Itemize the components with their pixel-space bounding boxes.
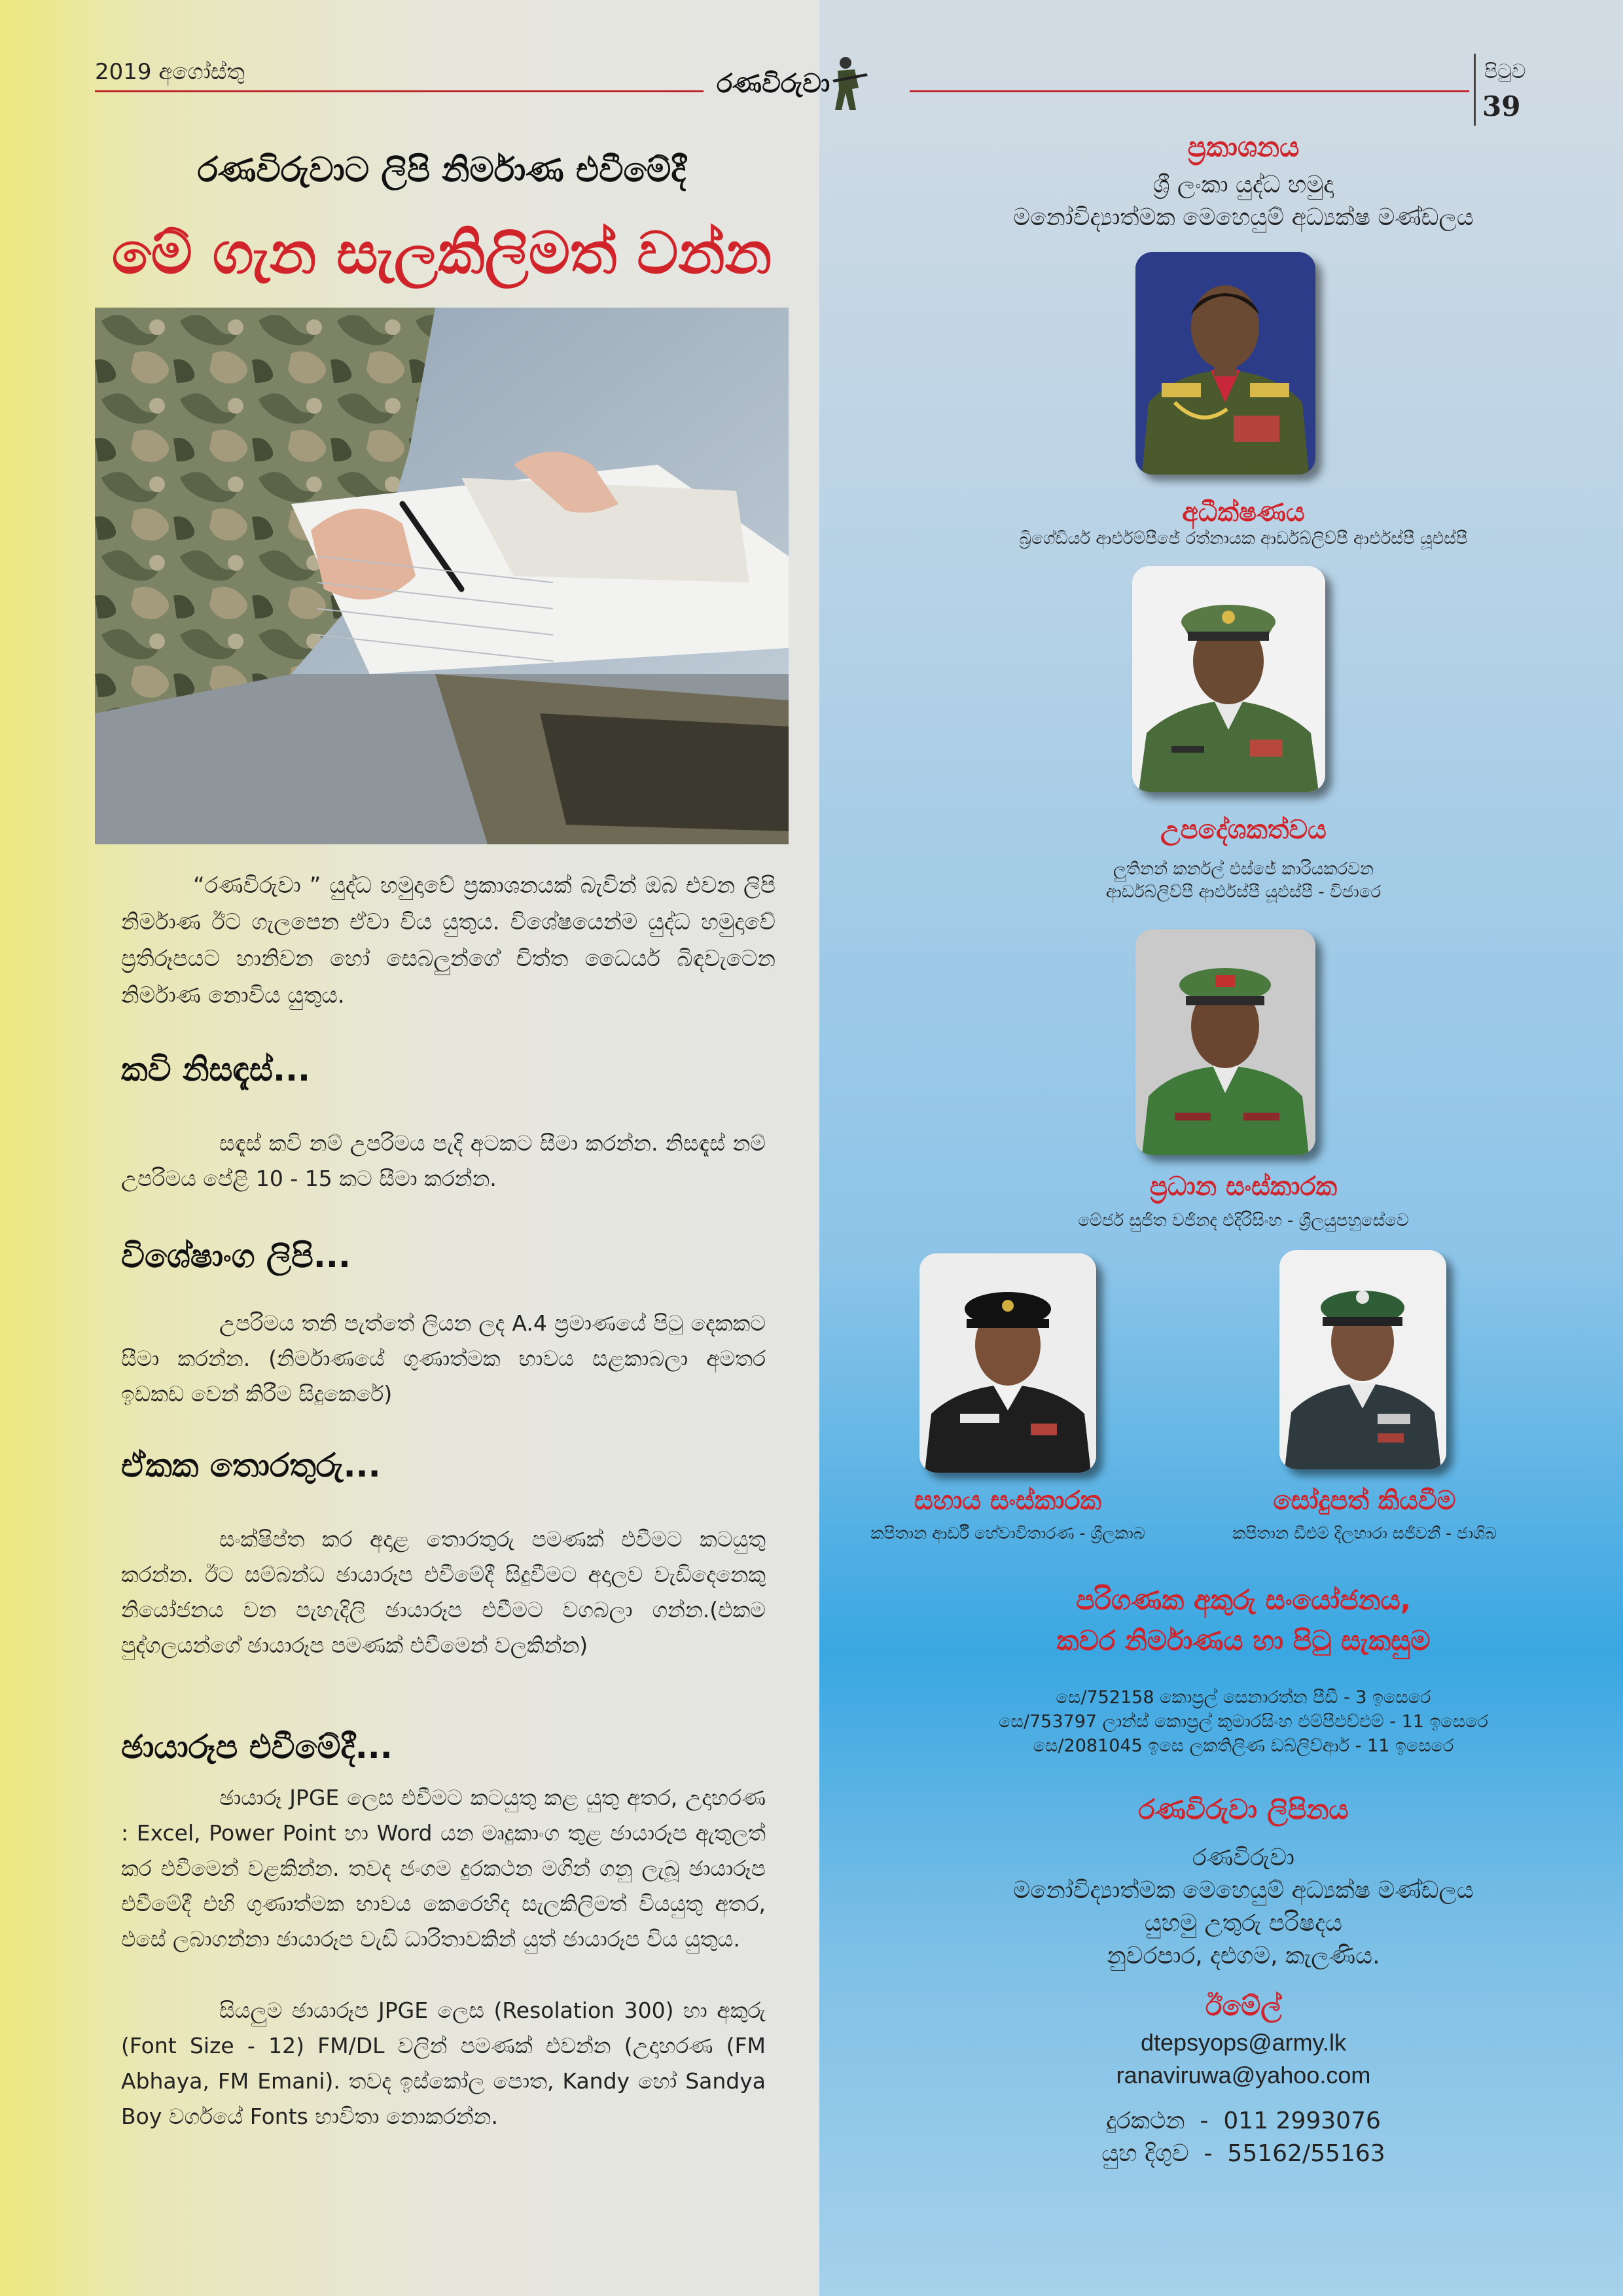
address-line2: මනෝවිද්‍යාත්මක මෙහෙයුම් අධ්‍යක්ෂ මණ්ඩලය xyxy=(1013,1877,1474,1904)
section-text-poems xyxy=(121,1126,766,1196)
section-text-poems-content: සඳැස් කවි නම් උපරිමය පැදි අටකට සීමා කරන්න. නිසඳැස් නම් උපරිමය පේළි 10 - 15 කට සීමා කරන්න. xyxy=(121,1130,766,1191)
section-title-features: විශේෂාංග ලිපි... xyxy=(121,1237,351,1275)
publisher-line2: මනෝවිද්‍යාත්මක මෙහෙයුම් අධ්‍යක්ෂ මණ්ඩලය xyxy=(1013,204,1474,231)
typesetting-title-line1: පරිගණක අකුරු සංයෝජනය, xyxy=(1076,1584,1411,1616)
email-army[interactable]: dtepsyops@army.lk xyxy=(1141,2029,1346,2056)
page-divider xyxy=(1474,54,1476,126)
address-line1: රණවිරුවා xyxy=(1192,1844,1294,1871)
advisory-line1: ලුතිනන් කර්නල් එස්ජේ කාරියකරවන xyxy=(1113,859,1374,879)
chief-editor-name: මේජර් සුජිත වජිනද එදිරිසිංහ - ශ්‍රීලයුපහුසේවෙ xyxy=(1078,1211,1409,1230)
section-text-features xyxy=(121,1306,766,1412)
email-yahoo[interactable]: ranaviruwa@yahoo.com xyxy=(1116,2062,1371,2089)
typesetting-credit-1: සෙ/752158 කොප්‍රල් සෙනාරත්න පීඩී - 3 ඉසෙරෙ xyxy=(1056,1687,1431,1708)
portrait-assistant-editor xyxy=(919,1253,1096,1473)
section-title-poems: කවි නිසඳැස්... xyxy=(121,1050,310,1088)
supervision-label: අධීක්ෂණය xyxy=(1182,497,1305,528)
publisher-line1: ශ්‍රී ලංකා යුද්ධ හමුදා xyxy=(1152,171,1334,198)
section-text-photos-2-content: සියලුම ඡායාරූප JPGE ලෙස (Resolation 300) හා අකුරු (Font Size - 12) FM/DL වලින් පමණක් එවන්න (උදාහරණ (FM Abhaya, FM Emani). තවද ඉස්කෝල පොත, Kandy හෝ Sandya Boy වර්ගයේ Fonts භාවිතා නොකරන්න. xyxy=(121,1998,766,2129)
email-label: ඊමේල් xyxy=(1205,1990,1282,2022)
assistant-editor-name: කපිතාන ආර්ඩී හේවාවිතාරණ - ශ්‍රීලකාබ xyxy=(870,1524,1145,1543)
proof-reading-name: කපිතාන ඩීඑම් දිලහාරා සජීවනී - ජාශිබ xyxy=(1232,1524,1497,1543)
assistant-editor-label: සහාය සංස්කාරක xyxy=(914,1486,1102,1516)
typesetting-credit-2: සෙ/753797 ලාන්ස් කොප්‍රල් කුමාරසිංහ එම්පීඑච්එම් - 11 ඉසෙරෙ xyxy=(999,1712,1488,1732)
proof-reading-label: සෝදුපත් කියවීම xyxy=(1273,1486,1456,1516)
issue-date: 2019 අගෝස්තු xyxy=(95,59,245,85)
typesetting-credit-3: සෙ/2081045 ඉසෙ ලකතිලිණ ඩබ්ලිව්ආර් - 11 ඉසෙරෙ xyxy=(1033,1736,1454,1756)
phone-number: දුරකථන - 011 2993076 xyxy=(1106,2108,1381,2134)
address-line3: යුහමු උතුරු පරිෂදය xyxy=(1144,1910,1343,1937)
header-rule-left xyxy=(95,90,704,92)
page-label: පිටුව xyxy=(1484,60,1526,83)
section-text-photos-2 xyxy=(121,1993,766,2134)
header-rule-right xyxy=(910,90,1469,92)
page-number: 39 xyxy=(1482,90,1521,122)
section-text-unit-news xyxy=(121,1522,766,1663)
typesetting-title-line2: කවර නිර්මාණය හා පිටු සැකසුම xyxy=(1056,1624,1431,1657)
article-kicker: රණවිරුවාට ලිපි නිර්මාණ එවීමේදී xyxy=(197,151,687,190)
article-intro-text: “රණවිරුවා ” යුද්ධ හමුදාවේ ප්‍රකාශනයක් බැවින් ඔබ එවන ලිපි නිර්මාණ ඊට ගැලපෙන ඒවා විය යුතුය. විශේෂයෙන්ම යුද්ධ හමුදාවේ ප්‍රතිරූපයට හානිවන හෝ සෙබලුන්ගේ චිත්ත ධෛර්ය බිඳවැටෙන නිර්මාණ නොවිය යුතුය. xyxy=(121,872,776,1009)
military-extension: යුහ දිගුව - 55162/55163 xyxy=(1101,2140,1385,2167)
publication-label: ප්‍රකාශනය xyxy=(1187,131,1300,163)
section-text-photos xyxy=(121,1780,766,1957)
chief-editor-label: ප්‍රධාන සංස්කාරක xyxy=(1149,1172,1338,1202)
article-photo-writing-soldier xyxy=(95,308,789,844)
portrait-advisor xyxy=(1132,566,1325,792)
advisory-label: උපදේශකත්වය xyxy=(1160,815,1327,845)
section-text-unit-news-content: සංක්ෂිප්ත කර අදාළ තොරතුරු පමණක් එවීමට කටයුතු කරන්න. ඊට සම්බන්ධ ඡායාරූප එවීමේදී සිදුවීමට අදාලව වැඩිදෙනෙකු නියෝජනය වන පැහැදිලි ඡායාරූප එවීමට වගබලා ගන්න.(එකම පුද්ගලයන්ගේ ඡායාරූප පමණක් එවීමෙන් වලකින්න) xyxy=(121,1526,766,1658)
portrait-supervisor xyxy=(1135,252,1315,475)
portrait-proof-reader xyxy=(1279,1250,1446,1469)
masthead-title: රණවිරුවා xyxy=(717,69,830,99)
advisory-line2: ආර්ඩබ්ලිව්පී ආර්එස්පී යූඑස්පී - විජාරෙ xyxy=(1105,882,1382,902)
section-text-photos-content: ඡායාරූ JPGE ලෙස එවීමට කටයුතු කළ යුතු අතර, උදාහරණ : Excel, Power Point හා Word යන මෘදුකාංග තුළ ඡායාරූප ඇතුලත් කර එවීමෙන් වළකින්න. තවද ජංගම දුරකථන මගින් ගනු ලැබූ ඡායාරූප එවීමේදී එහි ගුණාත්මක භාවය කෙරෙහිද සැලකිලිමත් වියයුතු අතර, එසේ ලබාගන්නා ඡායාරූප වැඩි ධාරිතාවකින් යුත් ඡායාරූප විය යුතුය. xyxy=(121,1785,766,1952)
section-title-photos: ඡායාරූප එවීමේදී... xyxy=(121,1728,393,1766)
section-text-features-content: උපරිමය තනි පැත්තේ ලියන ලද A.4 ප්‍රමාණයේ පිටු දෙකකට සීමා කරන්න. (නිර්මාණයේ ගුණාත්මක භාවය සළකාබලා අමතර ඉඩකඩ වෙන් කිරීම සිදුකෙරේ) xyxy=(121,1310,766,1407)
article-headline: මේ ගැන සැලකිලිමත් වන්න xyxy=(111,219,772,287)
section-title-unit-news: ඒකක තොරතුරු... xyxy=(121,1446,381,1484)
portrait-chief-editor xyxy=(1135,929,1315,1155)
address-line4: නුවරපාර, දළුගම, කැලණිය. xyxy=(1107,1943,1380,1969)
article-intro xyxy=(121,867,776,1014)
soldier-icon xyxy=(826,54,872,113)
supervision-name: බ්‍රිගේඩියර් ආර්එම්පීජේ රත්නායක ආර්ඩබ්ලිව්පී ආර්එස්පී යූඑස්පී xyxy=(1019,529,1468,548)
office-label: රණවිරුවා ලිපිනය xyxy=(1138,1793,1349,1825)
